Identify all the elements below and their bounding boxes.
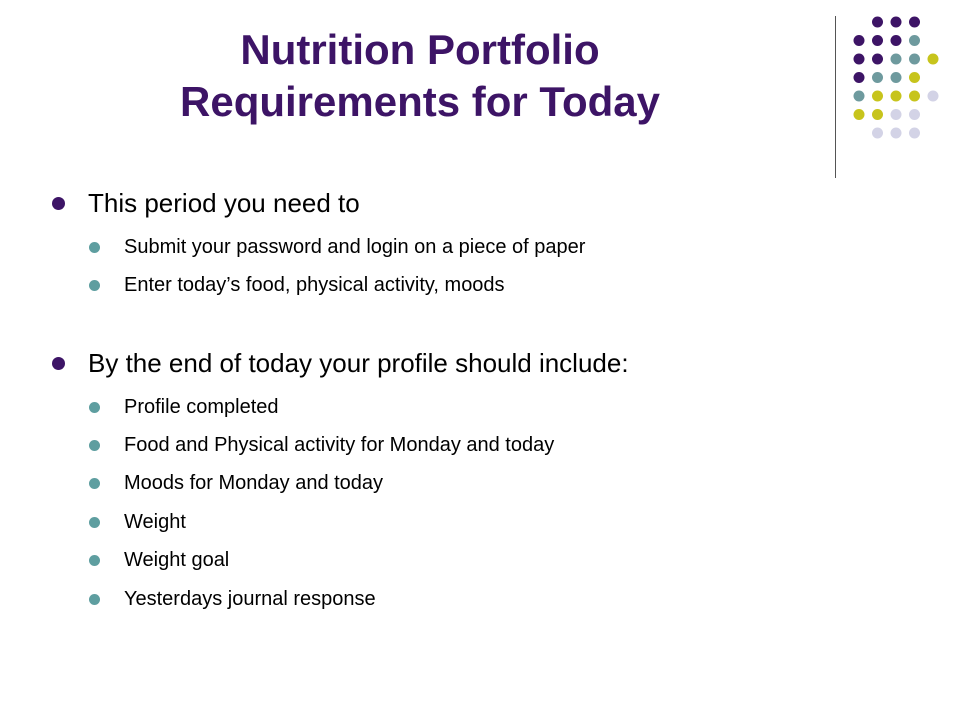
bullet-subitem-text: Food and Physical activity for Monday and today [124,434,555,456]
bullet-subitem-text: Submit your password and login on a piece of paper [124,236,586,258]
bullet-dot-icon [89,242,100,253]
bullet-dot-icon [52,357,65,370]
bullet-subitem-text: Weight goal [124,549,230,571]
bullet-heading-text: By the end of today your profile should include: [88,348,629,378]
title-line-1: Nutrition Portfolio [240,26,600,73]
bullet-dot-icon [89,594,100,605]
bullet-subitem-text: Profile completed [124,396,279,418]
bullet-dot-icon [52,197,65,210]
bullet-dot-icon [89,280,100,291]
bullet-dot-icon [89,517,100,528]
bullet-subitem-text: Enter today’s food, physical activity, moods [124,274,505,296]
bullet-subitem-text: Yesterdays journal response [124,588,376,610]
bullet-dot-icon [89,555,100,566]
bullet-dot-icon [89,478,100,489]
bullet-subitem-text: Weight [124,511,186,533]
bullet-heading-text: This period you need to [88,188,360,218]
title-line-2: Requirements for Today [180,78,660,125]
bullet-dot-icon [89,440,100,451]
bullet-subitem-text: Moods for Monday and today [124,472,384,494]
bullet-dot-icon [89,402,100,413]
